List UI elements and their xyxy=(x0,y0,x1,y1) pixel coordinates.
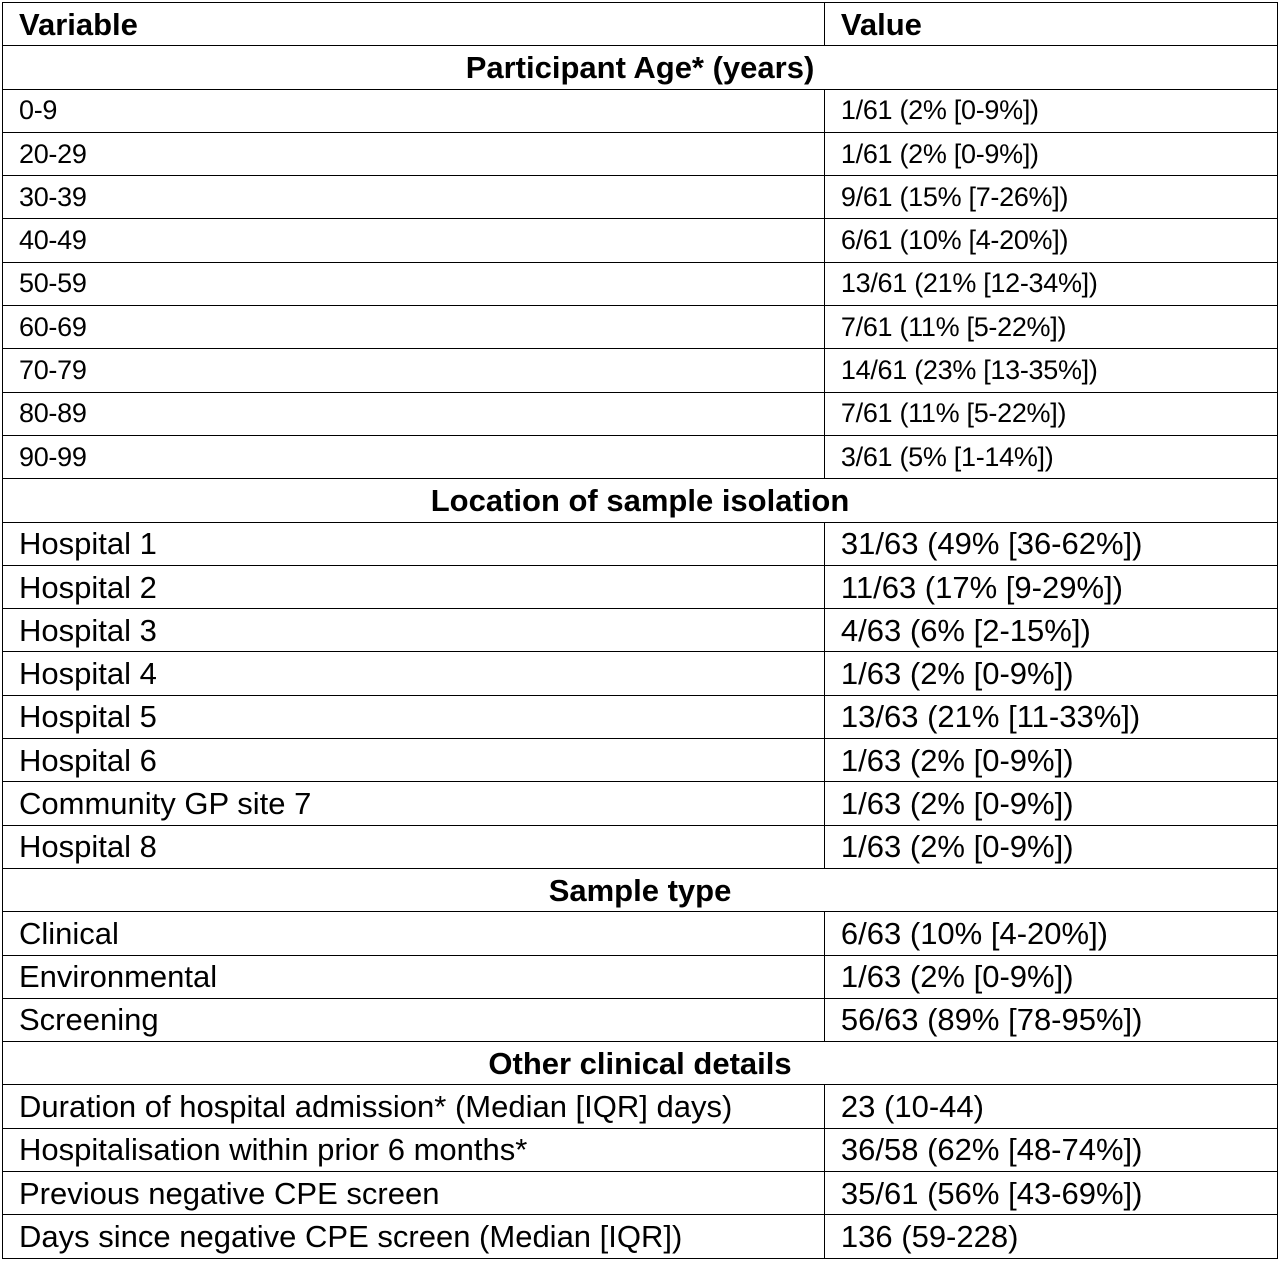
row-label: Community GP site 7 xyxy=(3,782,825,825)
row-value: 1/63 (2% [0-9%]) xyxy=(824,825,1277,868)
row-label: Environmental xyxy=(3,955,825,998)
table-header-row xyxy=(3,3,1278,46)
header-variable: Variable xyxy=(3,3,825,46)
row-value: 23 (10-44) xyxy=(824,1085,1277,1128)
row-value: 3/61 (5% [1-14%]) xyxy=(824,435,1277,478)
table-row xyxy=(3,695,1278,738)
table-row xyxy=(3,1215,1278,1258)
row-value: 7/61 (11% [5-22%]) xyxy=(824,306,1277,349)
table-row xyxy=(3,912,1278,955)
table-row xyxy=(3,262,1278,305)
row-label: 20-29 xyxy=(3,132,825,175)
row-label: Hospital 3 xyxy=(3,609,825,652)
table-row xyxy=(3,306,1278,349)
row-value: 14/61 (23% [13-35%]) xyxy=(824,349,1277,392)
table-row xyxy=(3,825,1278,868)
section-header-row xyxy=(3,1042,1278,1085)
table-row xyxy=(3,435,1278,478)
row-value: 1/63 (2% [0-9%]) xyxy=(824,782,1277,825)
table-row xyxy=(3,132,1278,175)
row-label: 70-79 xyxy=(3,349,825,392)
row-label: Hospital 8 xyxy=(3,825,825,868)
row-value: 11/63 (17% [9-29%]) xyxy=(824,565,1277,608)
row-value: 35/61 (56% [43-69%]) xyxy=(824,1172,1277,1215)
row-value: 4/63 (6% [2-15%]) xyxy=(824,609,1277,652)
row-label: Duration of hospital admission* (Median [IQR] days) xyxy=(3,1085,825,1128)
row-label: Previous negative CPE screen xyxy=(3,1172,825,1215)
row-label: Hospital 2 xyxy=(3,565,825,608)
table-row xyxy=(3,522,1278,565)
row-value: 1/61 (2% [0-9%]) xyxy=(824,89,1277,132)
row-value: 13/61 (21% [12-34%]) xyxy=(824,262,1277,305)
row-label: Hospital 5 xyxy=(3,695,825,738)
header-value: Value xyxy=(824,3,1277,46)
row-value: 136 (59-228) xyxy=(824,1215,1277,1258)
row-value: 6/61 (10% [4-20%]) xyxy=(824,219,1277,262)
row-value: 13/63 (21% [11-33%]) xyxy=(824,695,1277,738)
data-table xyxy=(2,2,1278,1259)
row-label: 50-59 xyxy=(3,262,825,305)
table-row xyxy=(3,349,1278,392)
section-header-row xyxy=(3,479,1278,522)
table-row xyxy=(3,392,1278,435)
row-value: 9/61 (15% [7-26%]) xyxy=(824,176,1277,219)
section-title-other-clinical: Other clinical details xyxy=(3,1042,1278,1085)
row-label: 30-39 xyxy=(3,176,825,219)
row-label: 40-49 xyxy=(3,219,825,262)
row-label: 0-9 xyxy=(3,89,825,132)
table-row xyxy=(3,89,1278,132)
table-row xyxy=(3,219,1278,262)
table-row xyxy=(3,565,1278,608)
row-value: 1/63 (2% [0-9%]) xyxy=(824,955,1277,998)
row-label: Hospital 1 xyxy=(3,522,825,565)
table-row xyxy=(3,998,1278,1041)
section-title-age: Participant Age* (years) xyxy=(3,46,1278,89)
table-row xyxy=(3,955,1278,998)
row-label: Screening xyxy=(3,998,825,1041)
row-value: 1/63 (2% [0-9%]) xyxy=(824,652,1277,695)
row-label: Days since negative CPE screen (Median [IQR]) xyxy=(3,1215,825,1258)
row-value: 1/61 (2% [0-9%]) xyxy=(824,132,1277,175)
section-title-location: Location of sample isolation xyxy=(3,479,1278,522)
table-row xyxy=(3,176,1278,219)
table-row xyxy=(3,739,1278,782)
row-value: 36/58 (62% [48-74%]) xyxy=(824,1128,1277,1171)
table-row xyxy=(3,1172,1278,1215)
row-label: Hospitalisation within prior 6 months* xyxy=(3,1128,825,1171)
table-row xyxy=(3,609,1278,652)
row-label: Hospital 6 xyxy=(3,739,825,782)
table-row xyxy=(3,782,1278,825)
row-label: 80-89 xyxy=(3,392,825,435)
row-value: 56/63 (89% [78-95%]) xyxy=(824,998,1277,1041)
row-value: 7/61 (11% [5-22%]) xyxy=(824,392,1277,435)
row-label: 90-99 xyxy=(3,435,825,478)
section-header-row xyxy=(3,868,1278,911)
row-label: 60-69 xyxy=(3,306,825,349)
row-label: Clinical xyxy=(3,912,825,955)
section-title-sample-type: Sample type xyxy=(3,868,1278,911)
table-row xyxy=(3,652,1278,695)
section-header-row xyxy=(3,46,1278,89)
table-row xyxy=(3,1085,1278,1128)
row-value: 31/63 (49% [36-62%]) xyxy=(824,522,1277,565)
row-label: Hospital 4 xyxy=(3,652,825,695)
row-value: 6/63 (10% [4-20%]) xyxy=(824,912,1277,955)
row-value: 1/63 (2% [0-9%]) xyxy=(824,739,1277,782)
table-row xyxy=(3,1128,1278,1171)
